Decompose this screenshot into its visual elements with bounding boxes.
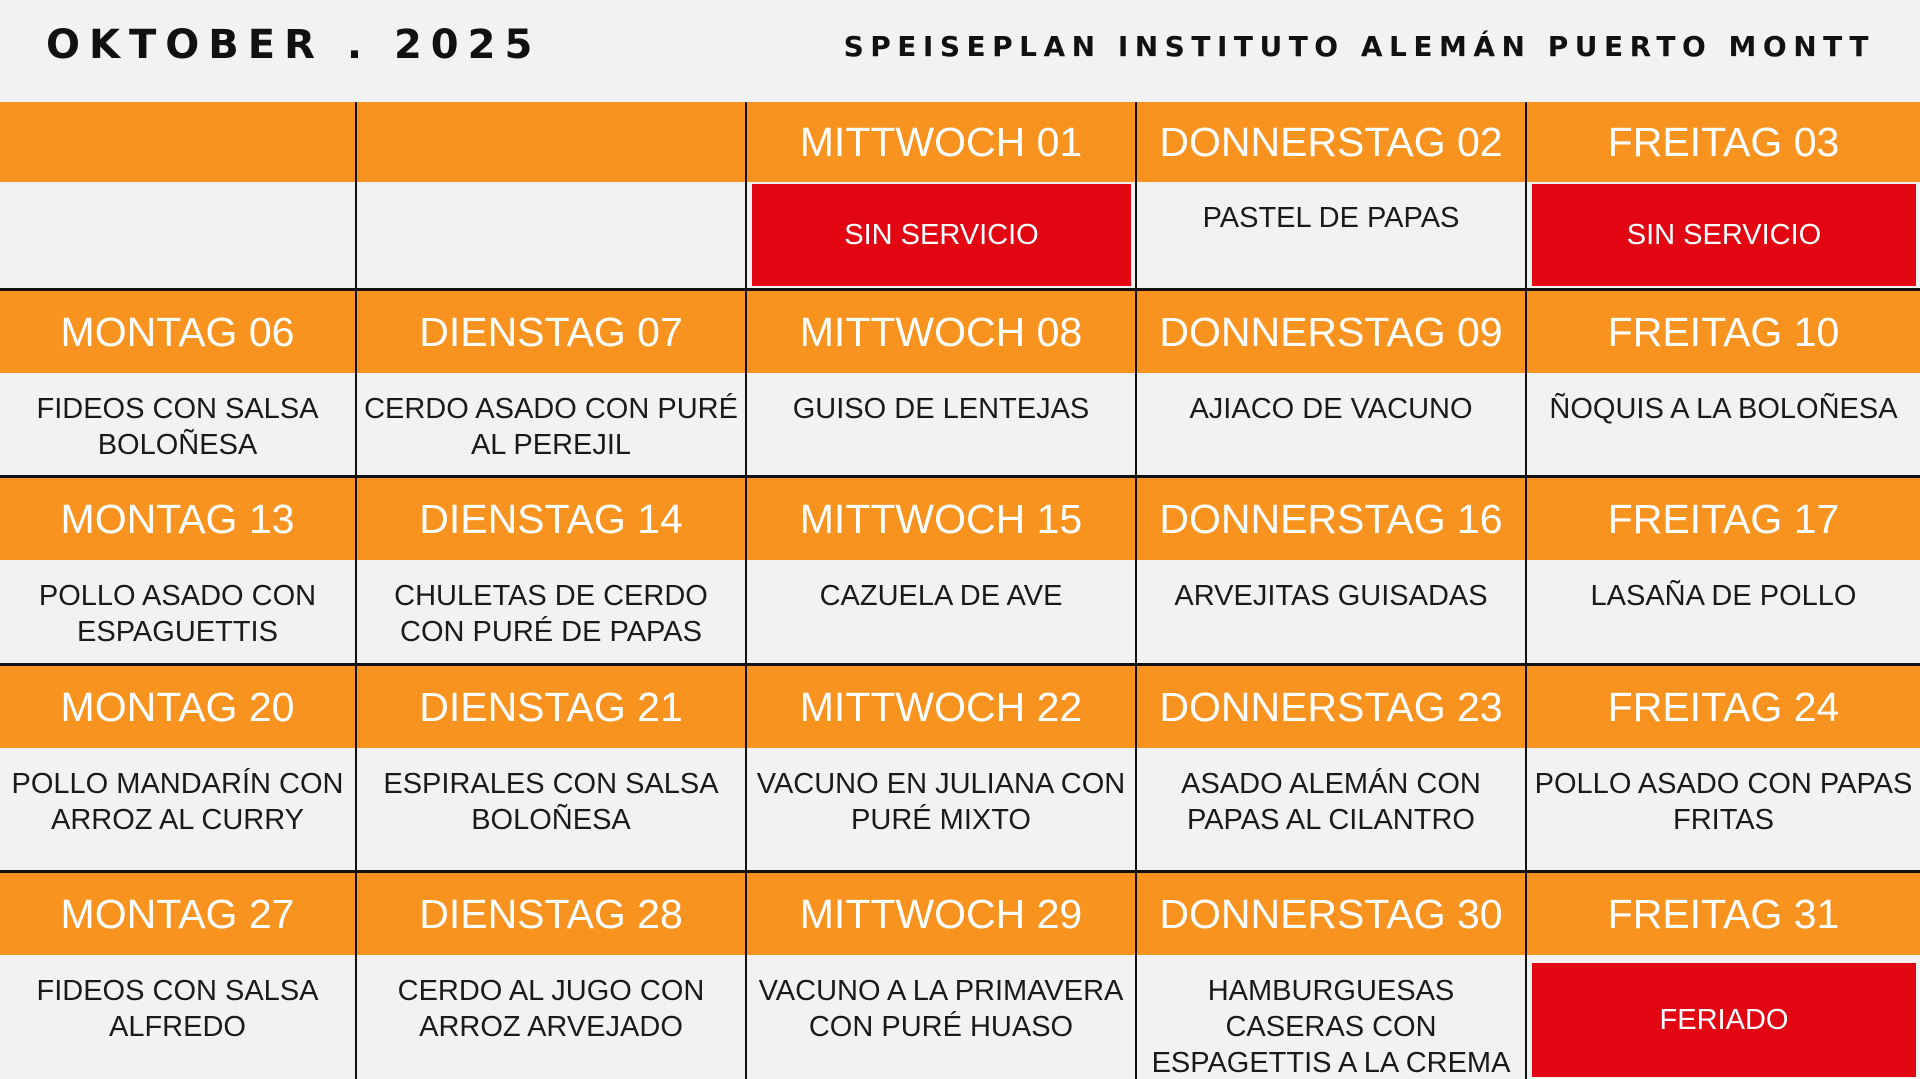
meal-name: GUISO DE LENTEJAS [792, 393, 1090, 425]
day-cell-week5-thursday [1137, 955, 1525, 1079]
day-cell-week4-tuesday [357, 748, 745, 870]
meal-name: CERDO ASADO CON PURÉ AL PEREJIL [364, 393, 738, 461]
day-cell-week2-thursday [1137, 373, 1525, 475]
meal-name: POLLO ASADO CON ESPAGUETTIS [38, 580, 317, 648]
month-title: OKTOBER . 2025 [46, 22, 542, 68]
day-header-week5-friday: FREITAG 31 [1527, 873, 1920, 955]
day-cell-week3-wednesday [747, 560, 1135, 663]
day-cell-week5-friday [1527, 955, 1920, 1079]
day-cell-week1-wednesday [747, 182, 1135, 288]
no-service-badge: SIN SERVICIO [1532, 184, 1916, 286]
day-cell-week5-tuesday [357, 955, 745, 1079]
day-header-week4-monday: MONTAG 20 [0, 666, 355, 748]
day-header-week3-thursday: DONNERSTAG 16 [1137, 478, 1525, 560]
meal-name: HAMBURGUESAS CASERAS CON ESPAGETTIS A LA CREMA [1151, 975, 1511, 1079]
day-header-week1-monday [0, 102, 355, 182]
day-cell-week1-friday [1527, 182, 1920, 288]
day-header-week1-thursday: DONNERSTAG 02 [1137, 102, 1525, 182]
day-header-week4-thursday: DONNERSTAG 23 [1137, 666, 1525, 748]
day-cell-week1-monday [0, 182, 355, 288]
holiday-badge: FERIADO [1532, 963, 1916, 1077]
day-header-week3-tuesday: DIENSTAG 14 [357, 478, 745, 560]
day-header-week5-wednesday: MITTWOCH 29 [747, 873, 1135, 955]
day-cell-week3-tuesday [357, 560, 745, 663]
day-cell-week2-tuesday [357, 373, 745, 475]
meal-name: LASAÑA DE POLLO [1590, 580, 1857, 612]
menu-title: SPEISEPLAN INSTITUTO ALEMÁN PUERTO MONTT [843, 30, 1875, 63]
day-cell-week3-monday [0, 560, 355, 663]
day-header-week5-tuesday: DIENSTAG 28 [357, 873, 745, 955]
day-cell-week1-thursday [1137, 182, 1525, 288]
day-header-week2-tuesday: DIENSTAG 07 [357, 291, 745, 373]
meal-name: VACUNO A LA PRIMAVERA CON PURÉ HUASO [758, 975, 1124, 1043]
day-cell-week5-wednesday [747, 955, 1135, 1079]
day-header-week3-wednesday: MITTWOCH 15 [747, 478, 1135, 560]
day-header-week3-friday: FREITAG 17 [1527, 478, 1920, 560]
day-cell-week4-thursday [1137, 748, 1525, 870]
day-header-week1-tuesday [357, 102, 745, 182]
day-header-week1-wednesday: MITTWOCH 01 [747, 102, 1135, 182]
meal-name: ÑOQUIS A LA BOLOÑESA [1549, 393, 1898, 425]
day-cell-week5-monday [0, 955, 355, 1079]
meal-name: CERDO AL JUGO CON ARROZ ARVEJADO [397, 975, 705, 1043]
day-header-week4-tuesday: DIENSTAG 21 [357, 666, 745, 748]
meal-name: ARVEJITAS GUISADAS [1174, 580, 1488, 612]
meal-name: CHULETAS DE CERDO CON PURÉ DE PAPAS [394, 580, 708, 648]
meal-name: AJIACO DE VACUNO [1189, 393, 1473, 425]
day-cell-week4-wednesday [747, 748, 1135, 870]
page-header [0, 0, 1920, 102]
meal-name: ASADO ALEMÁN CON PAPAS AL CILANTRO [1181, 768, 1481, 836]
meal-name: CAZUELA DE AVE [819, 580, 1063, 612]
day-header-week4-wednesday: MITTWOCH 22 [747, 666, 1135, 748]
day-cell-week3-friday [1527, 560, 1920, 663]
day-header-week2-wednesday: MITTWOCH 08 [747, 291, 1135, 373]
day-header-week1-friday: FREITAG 03 [1527, 102, 1920, 182]
no-service-badge: SIN SERVICIO [752, 184, 1131, 286]
day-header-week3-monday: MONTAG 13 [0, 478, 355, 560]
day-cell-week1-tuesday [357, 182, 745, 288]
day-header-week5-monday: MONTAG 27 [0, 873, 355, 955]
day-cell-week2-monday [0, 373, 355, 475]
meal-name: POLLO MANDARÍN CON ARROZ AL CURRY [11, 768, 344, 836]
meal-name: PASTEL DE PAPAS [1202, 202, 1460, 234]
day-cell-week3-thursday [1137, 560, 1525, 663]
day-header-week2-monday: MONTAG 06 [0, 291, 355, 373]
meal-name: FIDEOS CON SALSA ALFREDO [36, 975, 319, 1043]
meal-name: VACUNO EN JULIANA CON PURÉ MIXTO [756, 768, 1126, 836]
day-cell-week4-monday [0, 748, 355, 870]
day-header-week4-friday: FREITAG 24 [1527, 666, 1920, 748]
day-header-week2-friday: FREITAG 10 [1527, 291, 1920, 373]
menu-calendar [0, 102, 1920, 1079]
day-cell-week2-wednesday [747, 373, 1135, 475]
day-header-week5-thursday: DONNERSTAG 30 [1137, 873, 1525, 955]
day-header-week2-thursday: DONNERSTAG 09 [1137, 291, 1525, 373]
meal-name: POLLO ASADO CON PAPAS FRITAS [1534, 768, 1913, 836]
day-cell-week4-friday [1527, 748, 1920, 870]
meal-name: ESPIRALES CON SALSA BOLOÑESA [383, 768, 719, 836]
meal-name: FIDEOS CON SALSA BOLOÑESA [36, 393, 319, 461]
day-cell-week2-friday [1527, 373, 1920, 475]
